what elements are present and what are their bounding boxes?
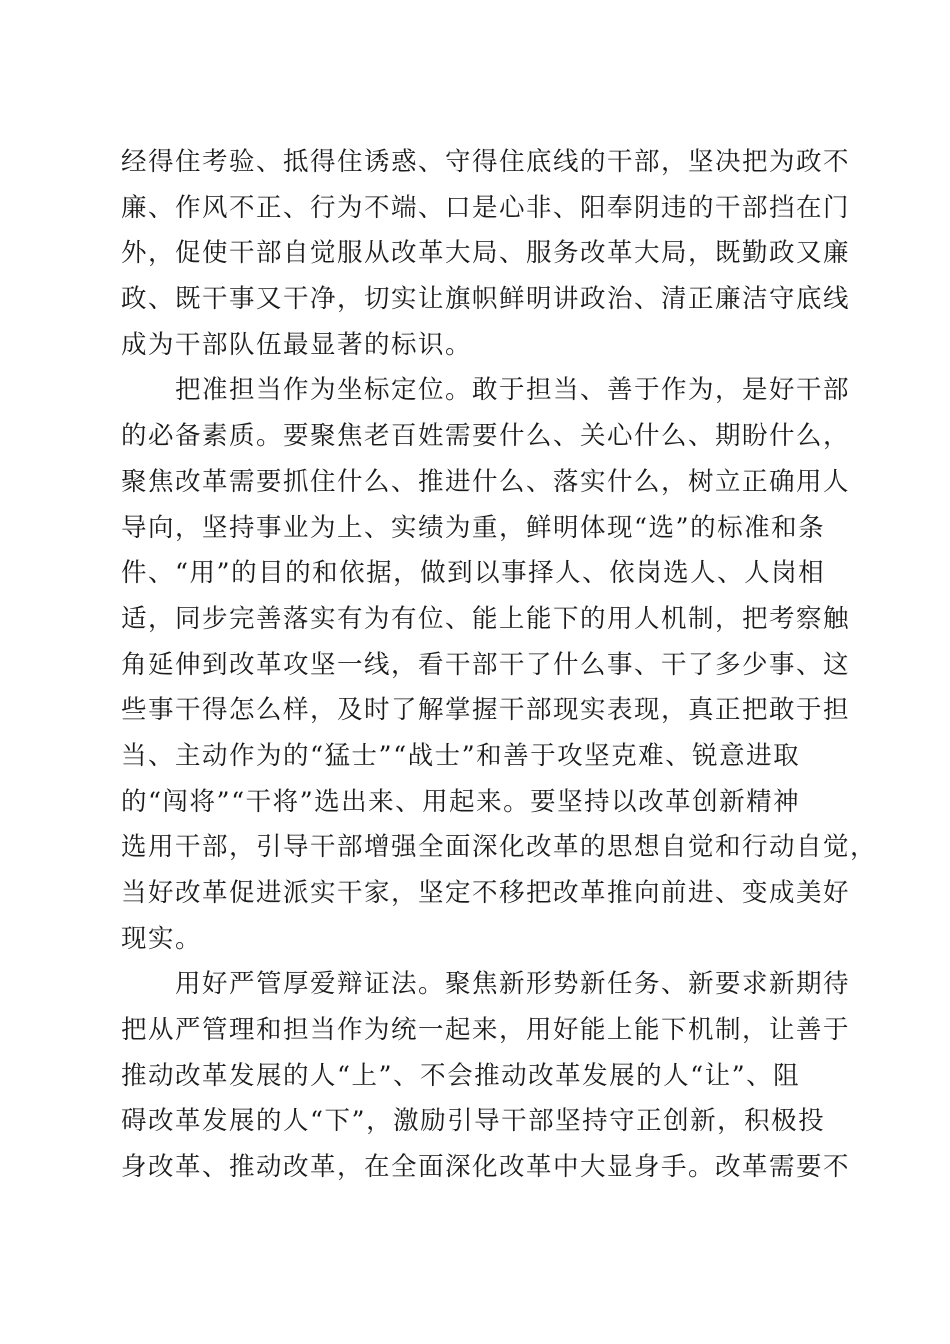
text-line: 聚焦改革需要抓住什么、推进什么、落实什么，树立正确用人 [121, 466, 851, 497]
text-line: 现实。 [121, 923, 203, 954]
text-line: 角延伸到改革攻坚一线，看干部干了什么事、干了多少事、这 [121, 649, 851, 680]
body-text [121, 140, 878, 1191]
text-line: 推动改革发展的人“上”、不会推动改革发展的人“让”、阻 [121, 1060, 801, 1091]
text-line: 导向，坚持事业为上、实绩为重，鲜明体现“选”的标准和条 [121, 512, 826, 543]
text-line: 身改革、推动改革，在全面深化改革中大显身手。改革需要不 [121, 1152, 851, 1183]
text-line: 件、“用”的目的和依据，做到以事择人、依岗选人、人岗相 [121, 558, 826, 589]
text-line: 经得住考验、抵得住诱惑、守得住底线的干部，坚决把为政不 [121, 147, 851, 177]
text-line: 廉、作风不正、行为不端、口是心非、阳奉阴违的干部挡在门 [121, 192, 851, 223]
text-line: 适，同步完善落实有为有位、能上能下的用人机制，把考察触 [121, 603, 851, 634]
text-line: 成为干部队伍最显著的标识。 [121, 329, 473, 360]
text-line: 当、主动作为的“猛士”“战士”和善于攻坚克难、锐意进取 [121, 740, 801, 771]
text-line: 碍改革发展的人“下”，激励引导干部坚持守正创新，积极投 [121, 1106, 826, 1137]
text-line: 外，促使干部自觉服从改革大局、服务改革大局，既勤政又廉 [121, 238, 851, 269]
text-line: 些事干得怎么样，及时了解掌握干部现实表现，真正把敢于担 [121, 695, 851, 726]
text-line: 当好改革促进派实干家，坚定不移把改革推向前进、变成美好 [121, 878, 851, 908]
text-line: 选用干部，引导干部增强全面深化改革的思想自觉和行动自觉， [121, 832, 878, 863]
text-line: 用好严管厚爱辩证法。聚焦新形势新任务、新要求新期待 [121, 969, 851, 1000]
text-line: 政、既干事又干净，切实让旗帜鲜明讲政治、清正廉洁守底线 [121, 284, 851, 315]
text-line: 的“闯将”“干将”选出来、用起来。要坚持以改革创新精神 [121, 786, 801, 817]
text-line: 的必备素质。要聚焦老百姓需要什么、关心什么、期盼什么， [121, 421, 851, 452]
text-line: 把从严管理和担当作为统一起来，用好能上能下机制，让善于 [121, 1015, 851, 1046]
text-line: 把准担当作为坐标定位。敢于担当、善于作为，是好干部 [121, 375, 851, 406]
